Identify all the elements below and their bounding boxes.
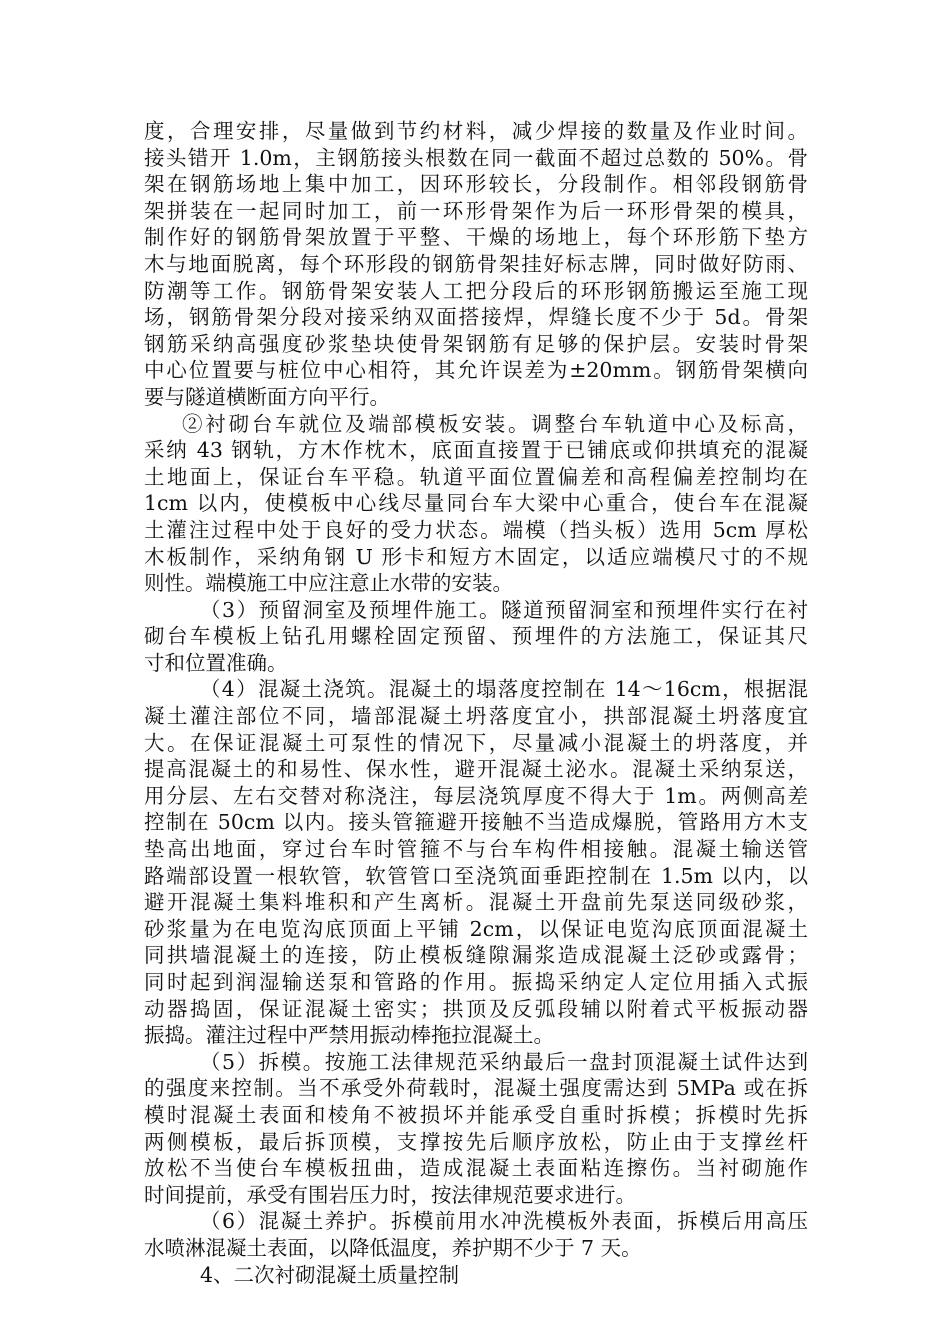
paragraph-p7 (144, 1262, 808, 1289)
text-line: 提高混凝土的和易性、保水性，避开混凝土泌水。混凝土采纳泵送， (144, 757, 808, 782)
text-line: 土地面上，保证台车平稳。轨道平面位置偏差和高程偏差控制均在 (144, 464, 808, 489)
text-line: 要与隧道横断面方向平行。 (144, 384, 390, 409)
text-line: 控制在 50cm 以内。接头管箍避开接触不当造成爆脱，管路用方木支 (144, 810, 808, 835)
text-line: 放松不当使台车模板扭曲，造成混凝土表面粘连擦伤。当衬砌施作 (144, 1156, 808, 1181)
paragraph-p1 (144, 118, 808, 411)
paragraph-p5 (144, 1049, 808, 1209)
text-line: 架拼装在一起同时加工，前一环形骨架作为后一环形骨架的模具， (144, 198, 808, 223)
text-line: 寸和位置准确。 (144, 650, 288, 675)
document-page (144, 118, 808, 1288)
paragraph-p3 (144, 597, 808, 677)
text-line: 砌台车模板上钻孔用螺栓固定预留、预埋件的方法施工，保证其尺 (144, 624, 808, 649)
text-line: （3）预留洞室及预埋件施工。隧道预留洞室和预埋件实行在衬 (200, 597, 808, 622)
text-line: 避开混凝土集料堆积和产生离析。混凝土开盘前先泵送同级砂浆， (144, 890, 808, 915)
text-line: 大。在保证混凝土可泵性的情况下，尽量减小混凝土的坍落度，并 (144, 730, 808, 755)
text-line: 同时起到润湿输送泵和管路的作用。振捣采纳定人定位用插入式振 (144, 970, 808, 994)
text-line: 土灌注过程中处于良好的受力状态。端模（挡头板）选用 5cm 厚松 (144, 517, 808, 542)
text-line: 1cm 以内，使模板中心线尽量同台车大梁中心重合，使台车在混凝 (144, 491, 808, 516)
text-line: （5）拆模。按施工法律规范采纳最后一盘封顶混凝土试件达到 (200, 1049, 808, 1074)
text-line: ②衬砌台车就位及端部模板安装。调整台车轨道中心及标高， (182, 411, 808, 436)
text-line: 砂浆量为在电览沟底顶面上平铺 2cm，以保证电览沟底顶面混凝土 (144, 916, 808, 941)
text-line: 木与地面脱离，每个环形段的钢筋骨架挂好标志牌，同时做好防雨、 (144, 251, 808, 276)
text-line: 两侧模板，最后拆顶模，支撑按先后顺序放松，防止由于支撑丝杆 (144, 1129, 808, 1154)
text-line: 路端部设置一根软管，软管管口至浇筑面垂距控制在 1.5m 以内，以 (144, 863, 808, 888)
text-line: 动器捣固，保证混凝土密实；拱顶及反弧段辅以附着式平板振动器 (144, 996, 808, 1021)
text-line: 的强度来控制。当不承受外荷载时，混凝土强度需达到 5MPa 或在拆 (144, 1076, 808, 1101)
text-line: 同拱墙混凝土的连接，防止模板缝隙漏浆造成混凝土泛砂或露骨； (144, 943, 808, 968)
text-line: 用分层、左右交替对称浇注，每层浇筑厚度不得大于 1m。两侧高差 (144, 783, 808, 808)
paragraph-p2 (144, 411, 808, 597)
text-line: 凝土灌注部位不同，墙部混凝土坍落度宜小，拱部混凝土坍落度宜 (144, 704, 808, 729)
text-line: 水喷淋混凝土表面，以降低温度，养护期不少于 7 天。 (144, 1235, 642, 1260)
text-line: 中心位置要与桩位中心相符，其允许误差为±20mm。钢筋骨架横向 (144, 358, 808, 383)
text-line: 模时混凝土表面和棱角不被损坏并能承受自重时拆模；拆模时先拆 (144, 1102, 808, 1127)
text-line: 防潮等工作。钢筋骨架安装人工把分段后的环形钢筋搬运至施工现 (144, 278, 808, 303)
text-line: 采纳 43 钢轨，方木作枕木，底面直接置于已铺底或仰拱填充的混凝 (144, 438, 808, 463)
text-line: 木板制作，采纳角钢 U 形卡和短方木固定，以适应端模尺寸的不规 (144, 544, 808, 569)
text-line: 场，钢筋骨架分段对接采纳双面搭接焊，焊缝长度不少于 5d。骨架 (144, 305, 808, 330)
text-line: 制作好的钢筋骨架放置于平整、干燥的场地上，每个环形筋下垫方 (144, 225, 808, 250)
paragraph-p6 (144, 1208, 808, 1261)
text-line: 接头错开 1.0m，主钢筋接头根数在同一截面不超过总数的 50%。骨 (144, 145, 808, 170)
text-line: 架在钢筋场地上集中加工，因环形较长，分段制作。相邻段钢筋骨 (144, 172, 808, 197)
text-line: 4、二次衬砌混凝土质量控制 (200, 1262, 460, 1287)
text-line: 时间提前，承受有围岩压力时，按法律规范要求进行。 (144, 1182, 636, 1207)
paragraph-p4 (144, 676, 808, 1048)
text-line: 钢筋采纳高强度砂浆垫块使骨架钢筋有足够的保护层。安装时骨架 (144, 331, 808, 356)
text-line: 垫高出地面，穿过台车时管箍不与台车构件相接触。混凝土输送管 (144, 837, 808, 862)
text-line: 度，合理安排，尽量做到节约材料，减少焊接的数量及作业时间。 (144, 119, 808, 143)
text-line: （6）混凝土养护。拆模前用水冲洗模板外表面，拆模后用高压 (200, 1209, 808, 1234)
text-line: 则性。端模施工中应注意止水带的安装。 (144, 571, 513, 596)
text-line: （4）混凝土浇筑。混凝土的塌落度控制在 14～16cm，根据混 (200, 677, 808, 702)
text-line: 振捣。灌注过程中严禁用振动棒拖拉混凝土。 (144, 1023, 554, 1048)
